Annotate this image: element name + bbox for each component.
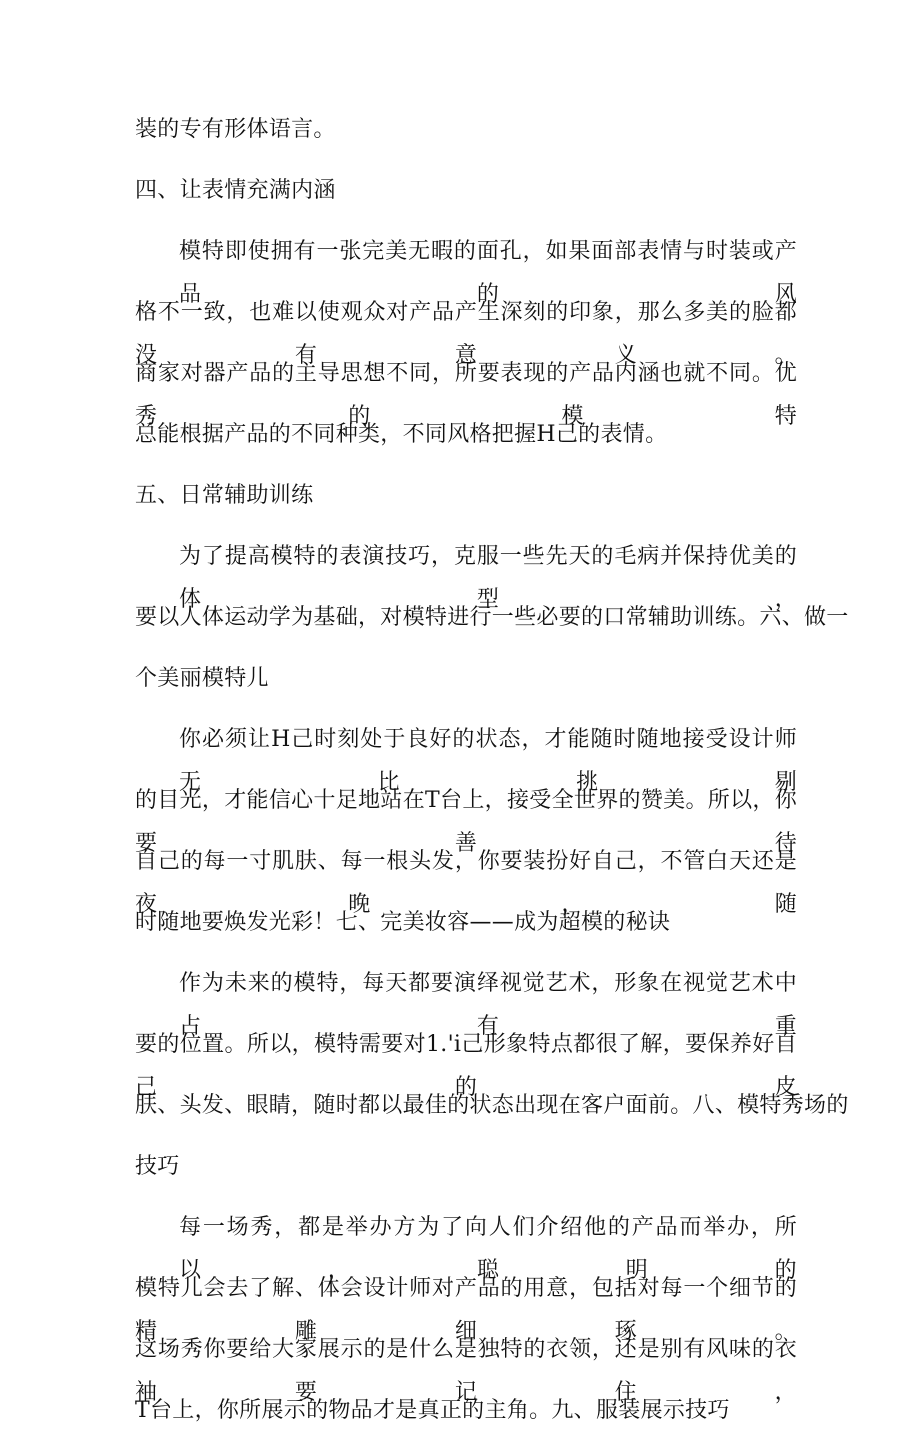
section-heading: 五、日常辅助训练 xyxy=(135,483,314,508)
paragraph-line: 这场秀你要给大家展示的是什么是独特的衣领，还是别有风味的衣袖要记住， xyxy=(135,1337,797,1405)
paragraph-line: 为了提高模特的表演技巧，克服一些先天的毛病并保持优美的体型， xyxy=(179,544,797,612)
paragraph-line: 的目光，才能信心十足地站在T台上，接受全世界的赞美。所以，你要善待 xyxy=(135,788,797,856)
inline-section-heading: 八、模特秀场的 xyxy=(692,1093,849,1118)
inline-section-heading: 六、做一 xyxy=(759,605,849,630)
paragraph-line: 格不一致，也难以使观众对产品产生深刻的印象，那么多美的脸都没有意义。 xyxy=(135,300,797,368)
paragraph-line xyxy=(135,596,849,657)
paragraph-line: 模特即使拥有一张完美无暇的面孔，如果面部表情与时装或产品的风 xyxy=(179,239,797,307)
paragraph-line: 作为未来的模特，每天都要演绎视觉艺术，形象在视觉艺术中占有重 xyxy=(179,971,797,1039)
paragraph-text: T台上，你所展示的物品才是真正的主角。 xyxy=(135,1398,552,1423)
section-heading: 个美丽模特儿 xyxy=(135,666,269,691)
paragraph-line: 你必须让H己时刻处于良好的状态，才能随时随地接受设计师无比挑剔 xyxy=(179,727,797,795)
paragraph-line: 模特儿会去了解、体会设计师对产品的用意，包括对每一个细节的精雕细琢。 xyxy=(135,1276,797,1344)
paragraph-line xyxy=(135,1084,849,1145)
paragraph-text: 肤、头发、眼睛，随时都以最佳的状态出现在客户面前。 xyxy=(135,1093,693,1118)
paragraph-text: 要以人体运动学为基础，对模特进行一些必要的口常辅助训练。 xyxy=(135,605,760,630)
section-heading: 四、让表情充满内涵 xyxy=(135,178,336,203)
paragraph-line xyxy=(135,1389,797,1450)
paragraph-line: 商家对器产品的主导思想不同，所要表现的产品内涵也就不同。优秀的模特 xyxy=(135,361,797,429)
paragraph-text: 时随地要焕发光彩！ xyxy=(135,910,336,935)
paragraph-line: 每一场秀，都是举办方为了向人们介绍他的产品而举办，所以，聪明的 xyxy=(179,1215,797,1283)
paragraph-line: 装的专有形体语言。 xyxy=(135,117,336,142)
paragraph-line: 总能根据产品的不同种类，不同风格把握H己的表情。 xyxy=(135,422,668,447)
paragraph-line: 要的位置。所以，模特需要对1.'i己形象特点都很了解，要保养好自己的皮 xyxy=(135,1032,797,1100)
paragraph-line: 自己的每一寸肌肤、每一根头发，你要装扮好自己，不管白天还是夜晚，随 xyxy=(135,849,797,917)
section-heading: 技巧 xyxy=(135,1154,180,1179)
document-page xyxy=(135,108,849,1450)
inline-section-heading: 九、服装展示技巧 xyxy=(551,1398,730,1423)
inline-section-heading: 七、完美妆容——成为超模的秘诀 xyxy=(335,910,671,935)
